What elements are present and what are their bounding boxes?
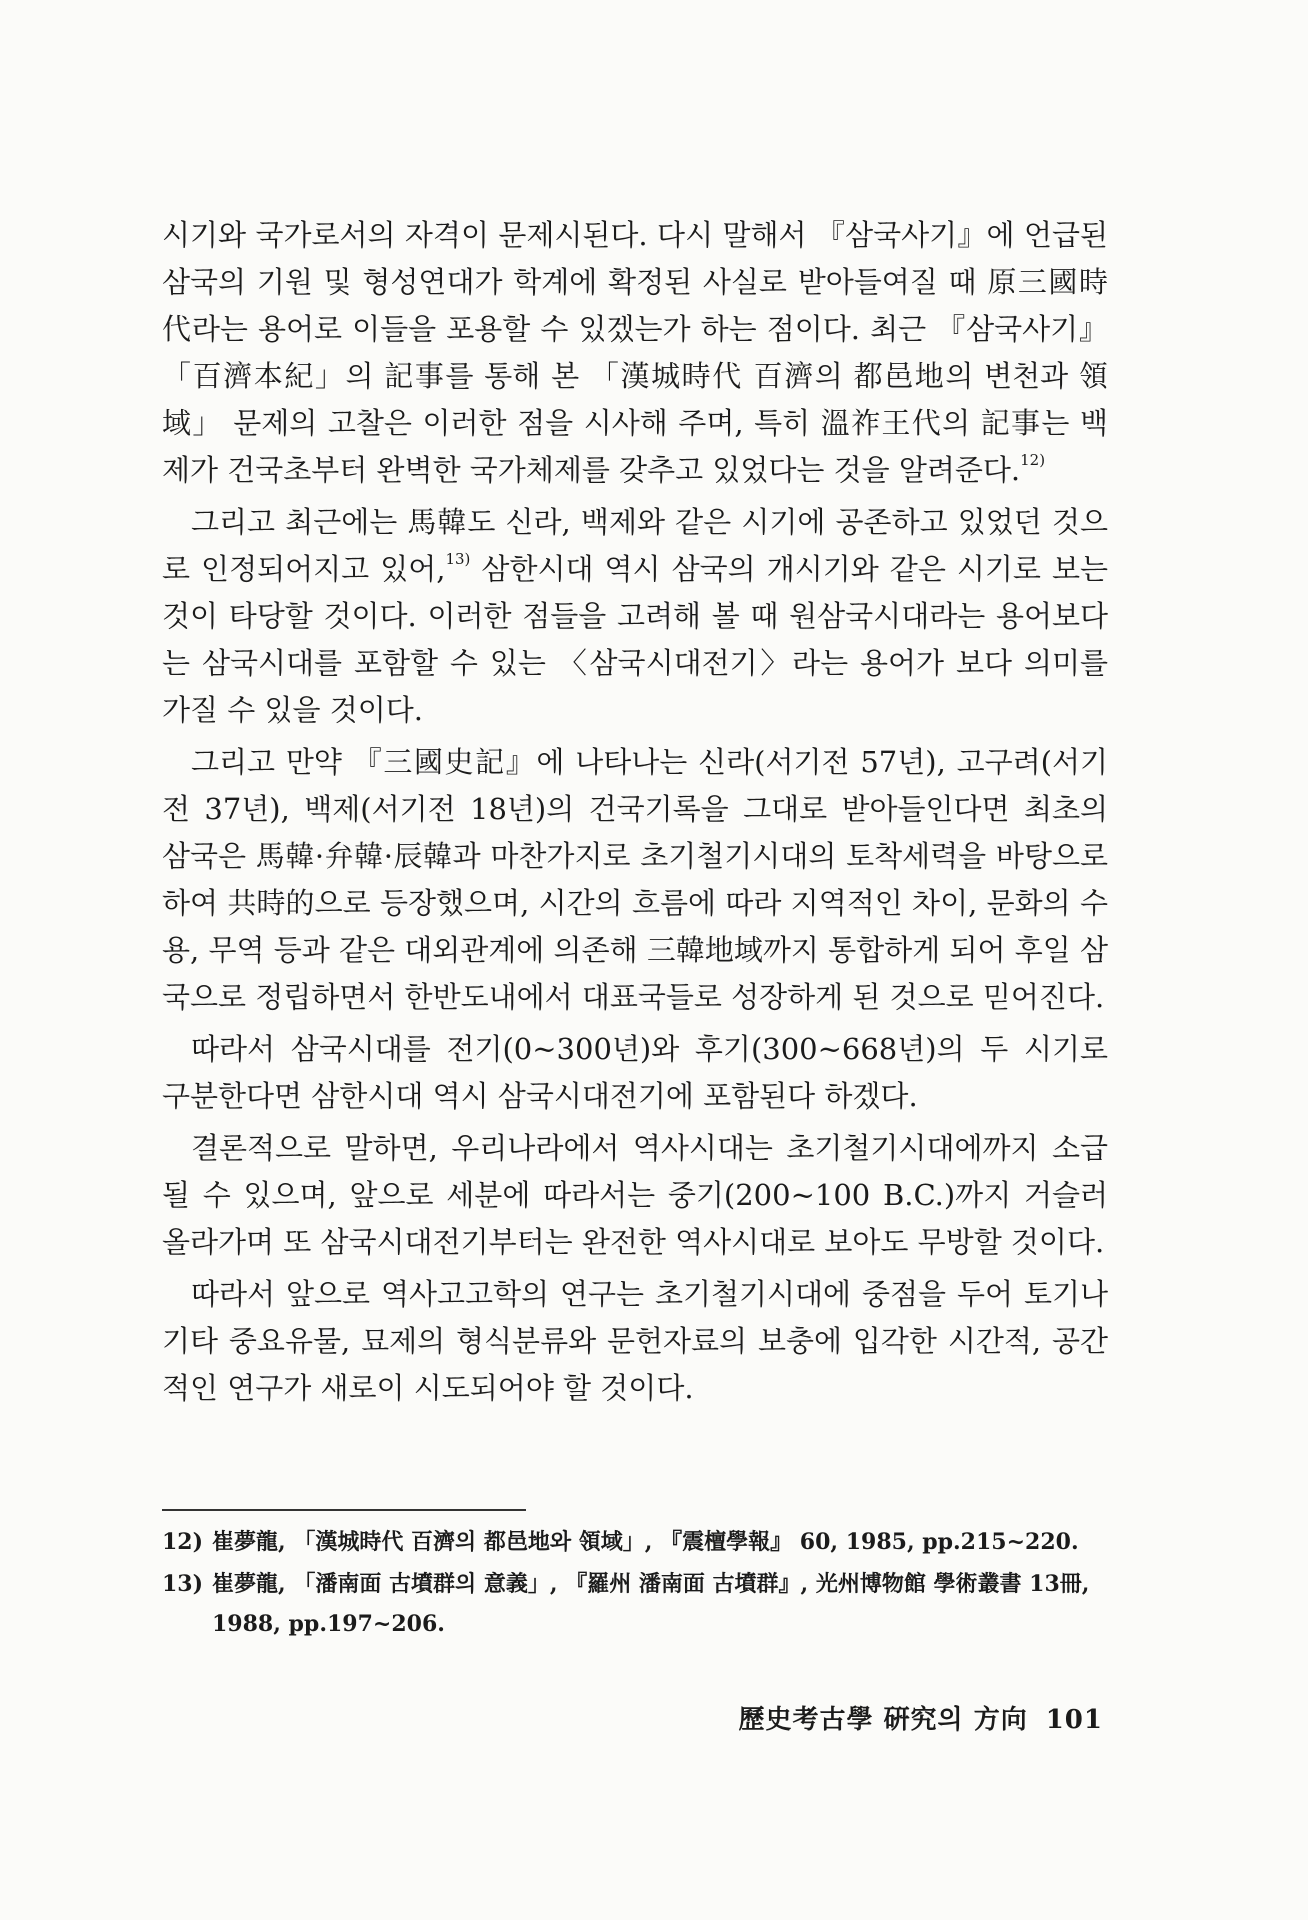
paragraph-text: 삼한시대 역시 삼국의 개시기와 같은 시기로 보는 것이 타당할 것이다. 이러한 점들을 고려해 볼 때 원삼국시대라는 용어보다는 삼국시대를 포함할 수 있는 〈삼국시대전기〉라는 용어가 보다 의미를 가질 수 있을 것이다. [162, 552, 1108, 727]
footnotes [162, 1522, 1108, 1646]
footnote-number: 13) [162, 1571, 204, 1597]
paragraph: 그리고 만약 『三國史記』에 나타나는 신라(서기전 57년), 고구려(서기전 37년), 백제(서기전 18년)의 건국기록을 그대로 받아들인다면 최초의 삼국은 馬韓·弁韓·辰韓과 마찬가지로 초기철기시대의 토착세력을 바탕으로 하여 共時的으로 등장했으며, 시간의 흐름에 따라 지역적인 차이, 문화의 수용, 무역 등과 같은 대외관계에 의존해 三韓地域까지 통합하게 되어 후일 삼국으로 정립하면서 한반도내에서 대표국들로 성장하게 된 것으로 믿어진다. [162, 745, 1108, 1014]
footnote [162, 1564, 1108, 1644]
paragraph-text: 시기와 국가로서의 자격이 문제시된다. 다시 말해서 『삼국사기』에 언급된 삼국의 기원 및 형성연대가 학계에 확정된 사실로 받아들여질 때 原三國時代라는 용어로 이들을 포용할 수 있겠는가 하는 점이다. 최근 『삼국사기』「百濟本紀」의 記事를 통해 본 「漢城時代 百濟의 都邑地의 변천과 領域」 문제의 고찰은 이러한 점을 시사해 주며, 특히 溫祚王代의 記事는 백제가 건국초부터 완벽한 국가체제를 갖추고 있었다는 것을 알려준다. [162, 218, 1108, 487]
paragraph: 따라서 삼국시대를 전기(0~300년)와 후기(300~668년)의 두 시기로 구분한다면 삼한시대 역시 삼국시대전기에 포함된다 하겠다. [162, 1032, 1108, 1113]
footnote-text: 崔夢龍, 「潘南面 古墳群의 意義」, 『羅州 潘南面 古墳群』, 光州博物館 學術叢書 13冊, 1988, pp.197~206. [212, 1571, 1090, 1637]
paragraph: 결론적으로 말하면, 우리나라에서 역사시대는 초기철기시대에까지 소급될 수 있으며, 앞으로 세분에 따라서는 중기(200~100 B.C.)까지 거슬러 올라가며 또 삼국시대전기부터는 완전한 역사시대로 보아도 무방할 것이다. [162, 1131, 1108, 1259]
running-footer [738, 1699, 1103, 1736]
footnote [162, 1522, 1108, 1562]
paragraph [162, 499, 1108, 734]
footnote-divider [162, 1509, 526, 1511]
paragraph-text: 그리고 최근에는 馬韓도 신라, 백제와 같은 시기에 공존하고 있었던 것으로 인정되어지고 있어, [162, 505, 1108, 586]
paragraph [162, 212, 1108, 494]
footnote-ref[interactable]: 12) [1020, 451, 1046, 470]
running-title: 歷史考古學 硏究의 方向 [738, 1705, 1028, 1735]
footnote-ref[interactable]: 13) [445, 550, 471, 569]
paragraph: 따라서 앞으로 역사고고학의 연구는 초기철기시대에 중점을 두어 토기나 기타 중요유물, 묘제의 형식분류와 문헌자료의 보충에 입각한 시간적, 공간적인 연구가 새로이 시도되어야 할 것이다. [162, 1277, 1108, 1405]
body-text [162, 212, 1108, 1417]
footnote-number: 12) [162, 1529, 204, 1555]
footnote-text: 崔夢龍, 「漢城時代 百濟의 都邑地와 領域」, 『震檀學報』 60, 1985, pp.215~220. [212, 1529, 1079, 1555]
page-number: 101 [1045, 1705, 1103, 1735]
